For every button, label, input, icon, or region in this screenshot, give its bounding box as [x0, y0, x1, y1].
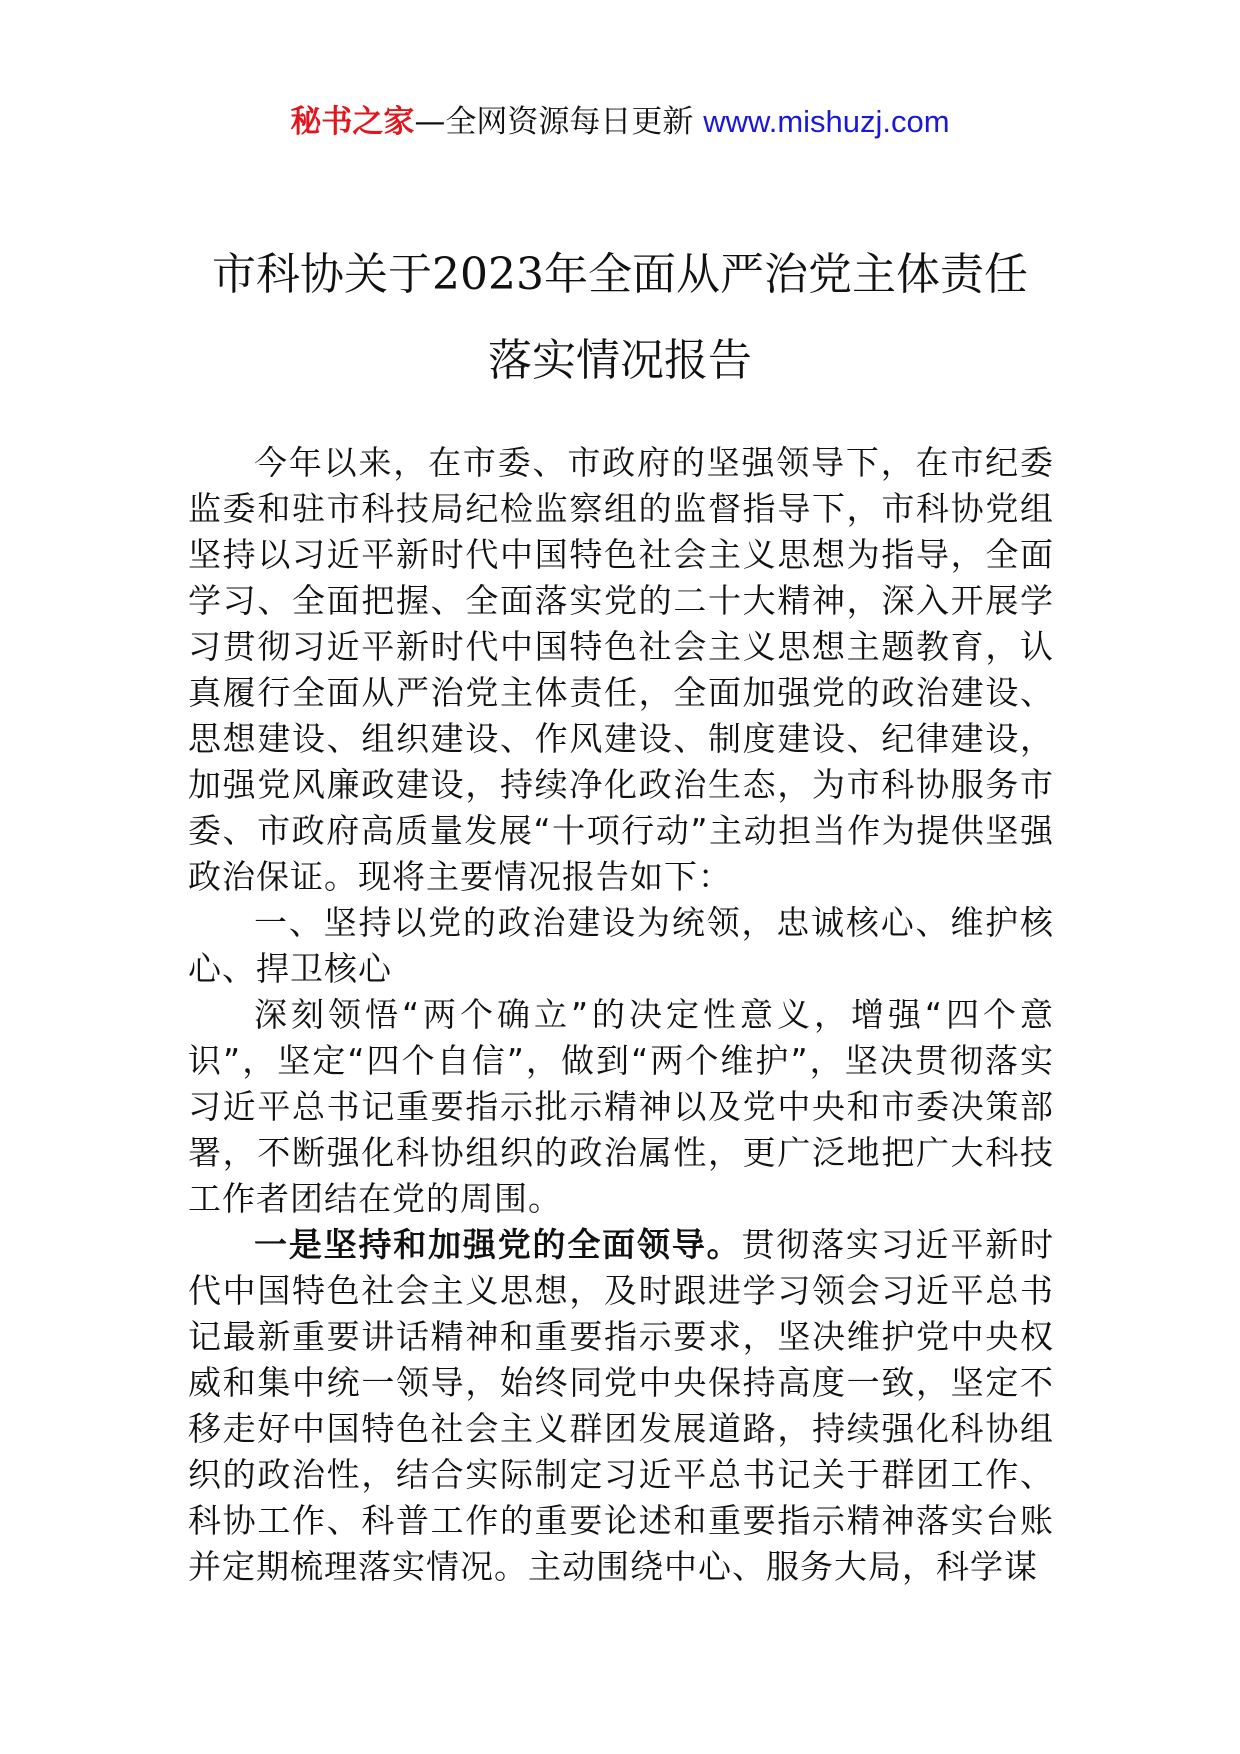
point-lead: 一是坚持和加强党的全面领导。 — [254, 1225, 742, 1264]
title-line-1: 市科协关于2023年全面从严治党主体责任 — [212, 249, 1028, 300]
section-paragraph: 深刻领悟“两个确立”的决定性意义，增强“四个意识”，坚定“四个自信”，做到“两个维护”，坚决贯彻落实习近平总书记重要指示批示精神以及党中央和市委决策部署，不断强化科协组织的政治属性，更广泛地把广大科技工作者团结在党的周围。 — [188, 995, 1054, 1218]
document-body — [188, 440, 1054, 1590]
site-brand: 秘书之家 — [290, 104, 415, 140]
title-line-2: 落实情况报告 — [488, 335, 752, 386]
site-tagline: —全网资源每日更新 — [414, 104, 704, 140]
point-paragraph — [188, 1222, 1054, 1590]
site-banner — [0, 100, 1240, 144]
section-heading: 一、坚持以党的政治建设为统领，忠诚核心、维护核心、捍卫核心 — [188, 903, 1054, 988]
intro-paragraph: 今年以来，在市委、市政府的坚强领导下，在市纪委监委和驻市科技局纪检监察组的监督指导下，市科协党组坚持以习近平新时代中国特色社会主义思想为指导，全面学习、全面把握、全面落实党的二十大精神，深入开展学习贯彻习近平新时代中国特色社会主义思想主题教育，认真履行全面从严治党主体责任，全面加强党的政治建设、思想建设、组织建设、作风建设、制度建设、纪律建设，加强党风廉政建设，持续净化政治生态，为市科协服务市委、市政府高质量发展“十项行动”主动担当作为提供坚强政治保证。现将主要情况报告如下： — [188, 443, 1054, 896]
point-body: 贯彻落实习近平新时代中国特色社会主义思想，及时跟进学习领会习近平总书记最新重要讲话精神和重要指示要求，坚决维护党中央权威和集中统一领导，始终同党中央保持高度一致，坚定不移走好中国特色社会主义群团发展道路，持续强化科协组织的政治性，结合实际制定习近平总书记关于群团工作、科协工作、科普工作的重要论述和重要指示精神落实台账并定期梳理落实情况。主动围绕中心、服务大局，科学谋 — [188, 1225, 1055, 1586]
document-title — [150, 232, 1090, 404]
site-url-link[interactable]: www.mishuzj.com — [703, 104, 950, 139]
